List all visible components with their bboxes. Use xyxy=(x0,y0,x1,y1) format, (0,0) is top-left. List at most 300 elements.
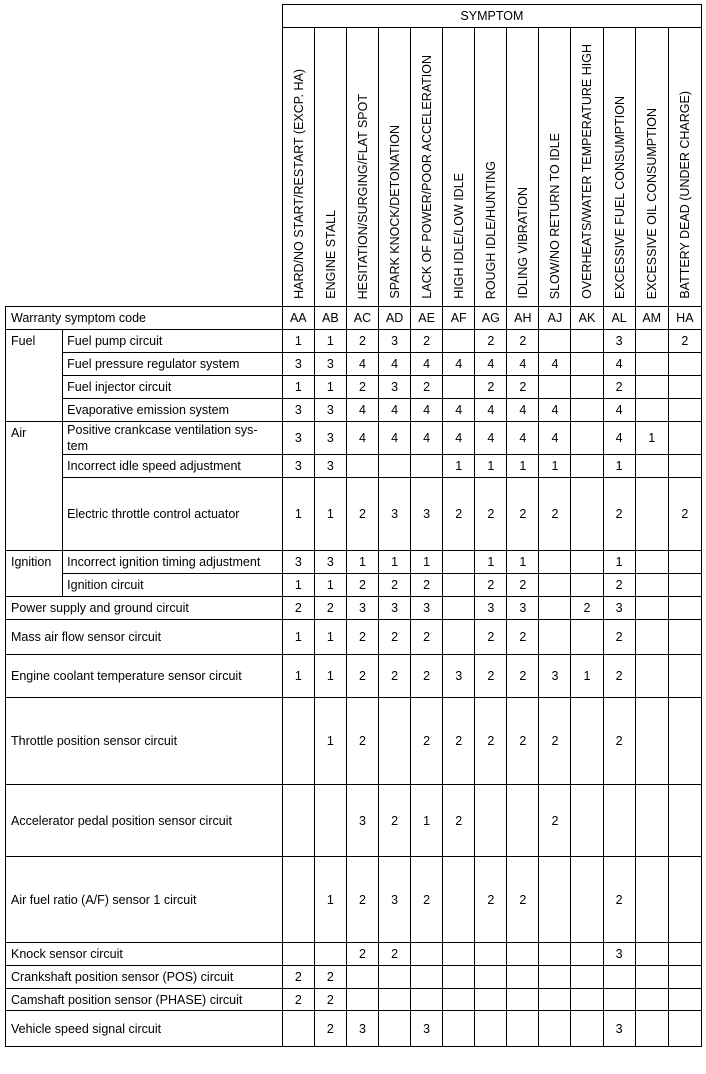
table-cell xyxy=(443,330,475,353)
table-cell: 2 xyxy=(314,989,346,1011)
row-label: Evaporative emission system xyxy=(63,399,283,422)
table-cell: 4 xyxy=(475,399,507,422)
table-cell xyxy=(507,966,539,989)
table-cell: 2 xyxy=(443,785,475,857)
table-cell: 2 xyxy=(346,330,378,353)
table-cell: 1 xyxy=(282,330,314,353)
table-cell: 4 xyxy=(379,422,411,455)
table-cell xyxy=(507,785,539,857)
table-row xyxy=(6,399,702,422)
symptom-column-header xyxy=(635,28,668,307)
table-cell: 2 xyxy=(603,574,635,597)
table-cell: 2 xyxy=(379,620,411,655)
table-cell: 3 xyxy=(346,597,378,620)
table-row xyxy=(6,989,702,1011)
table-cell: 1 xyxy=(507,551,539,574)
table-cell xyxy=(635,966,668,989)
table-cell: 2 xyxy=(507,574,539,597)
table-row xyxy=(6,455,702,478)
row-label: Fuel pump circuit xyxy=(63,330,283,353)
table-row xyxy=(6,966,702,989)
table-cell: 2 xyxy=(379,574,411,597)
symptom-column-header xyxy=(346,28,378,307)
table-cell xyxy=(668,655,701,698)
table-cell xyxy=(571,399,603,422)
table-cell: 2 xyxy=(346,698,378,785)
symptom-code: AC xyxy=(346,307,378,330)
table-cell: 2 xyxy=(346,655,378,698)
table-cell: 3 xyxy=(379,597,411,620)
table-cell: 2 xyxy=(507,857,539,943)
table-cell xyxy=(668,989,701,1011)
table-cell: 2 xyxy=(603,376,635,399)
table-cell xyxy=(635,698,668,785)
table-cell xyxy=(668,551,701,574)
table-cell: 2 xyxy=(603,478,635,551)
row-label: Engine coolant temperature sensor circuit xyxy=(6,655,283,698)
table-cell xyxy=(571,857,603,943)
table-cell: 2 xyxy=(475,857,507,943)
table-cell xyxy=(668,597,701,620)
table-row xyxy=(6,1011,702,1047)
symptom-column-header xyxy=(443,28,475,307)
header-corner xyxy=(6,5,283,307)
table-cell: 3 xyxy=(603,943,635,966)
symptom-column-header xyxy=(411,28,443,307)
table-cell xyxy=(539,620,571,655)
table-cell xyxy=(571,455,603,478)
table-cell xyxy=(668,943,701,966)
row-label: Vehicle speed signal circuit xyxy=(6,1011,283,1047)
table-cell xyxy=(282,857,314,943)
table-cell: 3 xyxy=(539,655,571,698)
table-cell: 2 xyxy=(443,698,475,785)
table-cell xyxy=(379,1011,411,1047)
warranty-label: Warranty symptom code xyxy=(6,307,283,330)
table-cell xyxy=(668,455,701,478)
table-cell xyxy=(282,1011,314,1047)
table-cell xyxy=(635,455,668,478)
table-cell xyxy=(539,966,571,989)
table-cell: 1 xyxy=(571,655,603,698)
symptom-code: AJ xyxy=(539,307,571,330)
row-label: Ignition circuit xyxy=(63,574,283,597)
table-cell: 3 xyxy=(507,597,539,620)
table-cell xyxy=(475,989,507,1011)
table-cell: 4 xyxy=(475,353,507,376)
table-cell: 2 xyxy=(379,943,411,966)
symptom-column-header xyxy=(571,28,603,307)
table-cell: 2 xyxy=(282,966,314,989)
table-cell xyxy=(539,551,571,574)
symptom-code: AE xyxy=(411,307,443,330)
table-cell: 2 xyxy=(603,620,635,655)
table-cell: 2 xyxy=(475,376,507,399)
table-cell: 3 xyxy=(379,376,411,399)
table-cell xyxy=(539,376,571,399)
table-cell: 4 xyxy=(346,399,378,422)
table-cell xyxy=(635,989,668,1011)
table-cell xyxy=(282,943,314,966)
table-cell xyxy=(668,353,701,376)
table-row xyxy=(6,478,702,551)
table-cell xyxy=(411,966,443,989)
table-cell: 2 xyxy=(314,966,346,989)
table-cell xyxy=(507,1011,539,1047)
table-cell xyxy=(411,989,443,1011)
table-cell xyxy=(571,943,603,966)
table-cell: 3 xyxy=(282,353,314,376)
table-cell xyxy=(443,597,475,620)
table-cell: 3 xyxy=(282,422,314,455)
table-cell xyxy=(635,857,668,943)
table-cell: 2 xyxy=(475,620,507,655)
table-row xyxy=(6,943,702,966)
table-cell xyxy=(635,785,668,857)
table-cell: 1 xyxy=(443,455,475,478)
table-cell xyxy=(668,857,701,943)
table-cell xyxy=(443,620,475,655)
table-cell: 2 xyxy=(539,478,571,551)
table-cell: 3 xyxy=(443,655,475,698)
table-cell xyxy=(314,943,346,966)
table-cell xyxy=(571,330,603,353)
symptom-column-header xyxy=(475,28,507,307)
table-cell xyxy=(475,785,507,857)
table-cell xyxy=(571,698,603,785)
table-cell xyxy=(443,1011,475,1047)
table-cell: 3 xyxy=(282,399,314,422)
table-row xyxy=(6,422,702,455)
table-cell: 3 xyxy=(314,455,346,478)
row-label: Accelerator pedal position sensor circuit xyxy=(6,785,283,857)
table-cell: 4 xyxy=(379,353,411,376)
table-cell: 3 xyxy=(314,551,346,574)
table-cell xyxy=(379,455,411,478)
table-cell: 4 xyxy=(539,422,571,455)
table-cell xyxy=(635,399,668,422)
table-cell: 1 xyxy=(539,455,571,478)
symptom-column-name: BATTERY DEAD (UNDER CHARGE) xyxy=(677,91,692,299)
table-cell xyxy=(668,574,701,597)
table-cell: 2 xyxy=(603,857,635,943)
row-label: Knock sensor circuit xyxy=(6,943,283,966)
table-cell: 2 xyxy=(411,574,443,597)
table-cell: 1 xyxy=(314,478,346,551)
table-cell: 1 xyxy=(475,551,507,574)
symptom-column-name: LACK OF POWER/POOR ACCELERATION xyxy=(420,55,435,299)
table-cell: 1 xyxy=(314,574,346,597)
table-cell xyxy=(668,966,701,989)
table-cell: 1 xyxy=(282,376,314,399)
symptom-column-header xyxy=(314,28,346,307)
table-cell xyxy=(571,1011,603,1047)
table-cell: 1 xyxy=(346,551,378,574)
table-cell xyxy=(539,1011,571,1047)
table-cell xyxy=(635,1011,668,1047)
table-cell xyxy=(603,989,635,1011)
table-cell: 2 xyxy=(379,785,411,857)
table-row xyxy=(6,376,702,399)
table-cell: 1 xyxy=(603,551,635,574)
table-row xyxy=(6,551,702,574)
symptom-code: AG xyxy=(475,307,507,330)
table-cell: 4 xyxy=(507,422,539,455)
symptom-code: AA xyxy=(282,307,314,330)
symptom-column-name: SPARK KNOCK/DETONATION xyxy=(388,125,403,299)
table-cell: 1 xyxy=(314,330,346,353)
table-cell: 1 xyxy=(314,655,346,698)
symptom-code: AB xyxy=(314,307,346,330)
table-cell xyxy=(668,1011,701,1047)
table-row xyxy=(6,353,702,376)
table-cell: 2 xyxy=(475,655,507,698)
symptom-column-header xyxy=(282,28,314,307)
group-label-ignition: Ignition xyxy=(6,551,63,597)
table-row xyxy=(6,857,702,943)
table-cell: 3 xyxy=(282,455,314,478)
table-cell xyxy=(379,966,411,989)
table-cell: 2 xyxy=(411,330,443,353)
table-cell xyxy=(571,574,603,597)
table-cell: 2 xyxy=(507,698,539,785)
table-cell xyxy=(571,353,603,376)
table-cell xyxy=(539,574,571,597)
table-cell xyxy=(539,857,571,943)
row-label: Incorrect idle speed adjustment xyxy=(63,455,283,478)
table-row xyxy=(6,597,702,620)
symptom-table xyxy=(5,4,702,1047)
table-cell: 2 xyxy=(668,478,701,551)
table-cell: 3 xyxy=(411,478,443,551)
table-cell xyxy=(314,785,346,857)
table-cell: 2 xyxy=(507,478,539,551)
symptom-code: AK xyxy=(571,307,603,330)
symptom-column-name: SLOW/NO RETURN TO IDLE xyxy=(548,132,563,299)
symptom-column-name: EXCESSIVE OIL CONSUMPTION xyxy=(644,107,659,299)
header-row-title xyxy=(6,5,702,28)
table-cell xyxy=(443,574,475,597)
table-cell: 2 xyxy=(346,574,378,597)
table-cell xyxy=(635,574,668,597)
table-row xyxy=(6,785,702,857)
table-cell: 2 xyxy=(475,330,507,353)
table-cell: 2 xyxy=(539,698,571,785)
table-cell: 3 xyxy=(379,857,411,943)
table-cell xyxy=(635,376,668,399)
table-cell xyxy=(411,455,443,478)
table-cell: 2 xyxy=(411,655,443,698)
table-cell: 1 xyxy=(314,620,346,655)
table-cell: 1 xyxy=(282,620,314,655)
table-cell xyxy=(571,989,603,1011)
table-cell: 2 xyxy=(507,330,539,353)
table-cell: 3 xyxy=(346,1011,378,1047)
table-cell: 3 xyxy=(282,551,314,574)
table-cell: 1 xyxy=(411,785,443,857)
table-cell: 2 xyxy=(379,655,411,698)
table-cell: 3 xyxy=(603,330,635,353)
table-cell: 3 xyxy=(379,478,411,551)
table-cell xyxy=(539,943,571,966)
table-cell xyxy=(571,620,603,655)
table-cell: 2 xyxy=(346,478,378,551)
symptom-column-name: IDLING VIBRATION xyxy=(516,187,531,299)
table-cell xyxy=(571,966,603,989)
table-cell: 4 xyxy=(411,422,443,455)
group-label-air: Air xyxy=(6,422,63,551)
table-cell: 4 xyxy=(379,399,411,422)
table-cell: 2 xyxy=(282,989,314,1011)
table-row xyxy=(6,698,702,785)
row-label: Mass air flow sensor circuit xyxy=(6,620,283,655)
table-cell xyxy=(346,989,378,1011)
table-cell: 4 xyxy=(411,353,443,376)
table-cell: 4 xyxy=(346,422,378,455)
symptom-column-name: HIGH IDLE/LOW IDLE xyxy=(452,173,467,299)
table-cell xyxy=(443,857,475,943)
table-cell: 4 xyxy=(603,399,635,422)
table-cell: 4 xyxy=(443,422,475,455)
symptom-column-header xyxy=(539,28,571,307)
table-cell xyxy=(475,943,507,966)
table-cell: 1 xyxy=(507,455,539,478)
table-cell xyxy=(668,785,701,857)
row-label: Camshaft position sensor (PHASE) circuit xyxy=(6,989,283,1011)
table-cell: 4 xyxy=(603,353,635,376)
row-label: Throttle position sensor circuit xyxy=(6,698,283,785)
table-cell xyxy=(346,455,378,478)
table-cell: 1 xyxy=(282,655,314,698)
table-cell: 2 xyxy=(411,698,443,785)
table-cell: 3 xyxy=(603,1011,635,1047)
table-cell: 4 xyxy=(539,353,571,376)
table-cell xyxy=(539,597,571,620)
symptom-column-name: HARD/NO START/RESTART (EXCP. HA) xyxy=(291,69,306,299)
symptom-column-name: ENGINE STALL xyxy=(323,210,338,299)
symptom-column-name: EXCESSIVE FUEL CONSUMPTION xyxy=(612,95,627,299)
table-cell xyxy=(475,1011,507,1047)
table-row xyxy=(6,620,702,655)
table-cell: 2 xyxy=(282,597,314,620)
table-cell: 4 xyxy=(443,353,475,376)
table-cell: 4 xyxy=(346,353,378,376)
table-cell: 2 xyxy=(475,698,507,785)
symptom-code: AF xyxy=(443,307,475,330)
table-cell xyxy=(668,376,701,399)
table-cell xyxy=(443,551,475,574)
row-label: Fuel pressure regulator system xyxy=(63,353,283,376)
table-cell: 3 xyxy=(314,399,346,422)
table-cell: 2 xyxy=(475,478,507,551)
table-cell xyxy=(507,943,539,966)
table-cell xyxy=(635,551,668,574)
table-cell: 3 xyxy=(411,597,443,620)
table-cell: 1 xyxy=(282,574,314,597)
table-cell xyxy=(635,943,668,966)
table-cell: 2 xyxy=(411,376,443,399)
symptom-column-name: ROUGH IDLE/HUNTING xyxy=(484,160,499,299)
table-cell: 1 xyxy=(379,551,411,574)
table-cell: 1 xyxy=(635,422,668,455)
table-cell xyxy=(443,966,475,989)
table-cell: 4 xyxy=(475,422,507,455)
table-cell: 2 xyxy=(411,857,443,943)
table-cell xyxy=(635,353,668,376)
table-cell xyxy=(668,422,701,455)
row-label: Electric throttle control actuator xyxy=(63,478,283,551)
symptom-code: AD xyxy=(379,307,411,330)
symptom-column-name: OVERHEATS/WATER TEMPERATURE HIGH xyxy=(580,44,595,299)
table-cell: 2 xyxy=(346,620,378,655)
table-row xyxy=(6,574,702,597)
table-cell xyxy=(443,989,475,1011)
symptom-code: AL xyxy=(603,307,635,330)
table-cell: 2 xyxy=(603,655,635,698)
row-label: Fuel injector circuit xyxy=(63,376,283,399)
table-cell xyxy=(443,376,475,399)
table-cell xyxy=(507,989,539,1011)
table-cell xyxy=(571,376,603,399)
symptom-column-header xyxy=(379,28,411,307)
table-cell xyxy=(635,655,668,698)
table-cell xyxy=(571,551,603,574)
symptom-code: AH xyxy=(507,307,539,330)
table-cell xyxy=(346,966,378,989)
table-cell: 1 xyxy=(475,455,507,478)
table-cell xyxy=(668,399,701,422)
row-label: Positive crankcase ventilation sys-tem xyxy=(63,422,283,455)
table-cell: 4 xyxy=(411,399,443,422)
table-cell: 1 xyxy=(411,551,443,574)
table-cell: 2 xyxy=(346,376,378,399)
table-cell xyxy=(282,785,314,857)
table-cell xyxy=(571,478,603,551)
table-cell: 2 xyxy=(507,620,539,655)
table-cell: 2 xyxy=(603,698,635,785)
table-cell: 1 xyxy=(314,857,346,943)
symptom-column-header xyxy=(668,28,701,307)
table-cell: 1 xyxy=(314,376,346,399)
table-cell: 2 xyxy=(443,478,475,551)
table-cell: 2 xyxy=(668,330,701,353)
table-cell: 1 xyxy=(603,455,635,478)
table-cell: 2 xyxy=(314,1011,346,1047)
table-cell xyxy=(668,698,701,785)
table-cell: 1 xyxy=(282,478,314,551)
table-cell: 4 xyxy=(443,399,475,422)
table-cell xyxy=(635,620,668,655)
table-cell xyxy=(603,966,635,989)
table-cell xyxy=(668,620,701,655)
table-cell: 4 xyxy=(603,422,635,455)
table-cell xyxy=(635,330,668,353)
table-cell xyxy=(603,785,635,857)
symptom-column-name: HESITATION/SURGING/FLAT SPOT xyxy=(355,93,370,299)
table-row xyxy=(6,330,702,353)
table-cell xyxy=(443,943,475,966)
table-cell: 2 xyxy=(346,943,378,966)
table-cell: 2 xyxy=(346,857,378,943)
table-cell: 2 xyxy=(507,655,539,698)
table-cell: 3 xyxy=(314,353,346,376)
symptom-code: HA xyxy=(668,307,701,330)
row-label: Crankshaft position sensor (POS) circuit xyxy=(6,966,283,989)
table-cell: 2 xyxy=(475,574,507,597)
table-cell xyxy=(539,989,571,1011)
table-cell xyxy=(379,989,411,1011)
table-cell: 2 xyxy=(507,376,539,399)
